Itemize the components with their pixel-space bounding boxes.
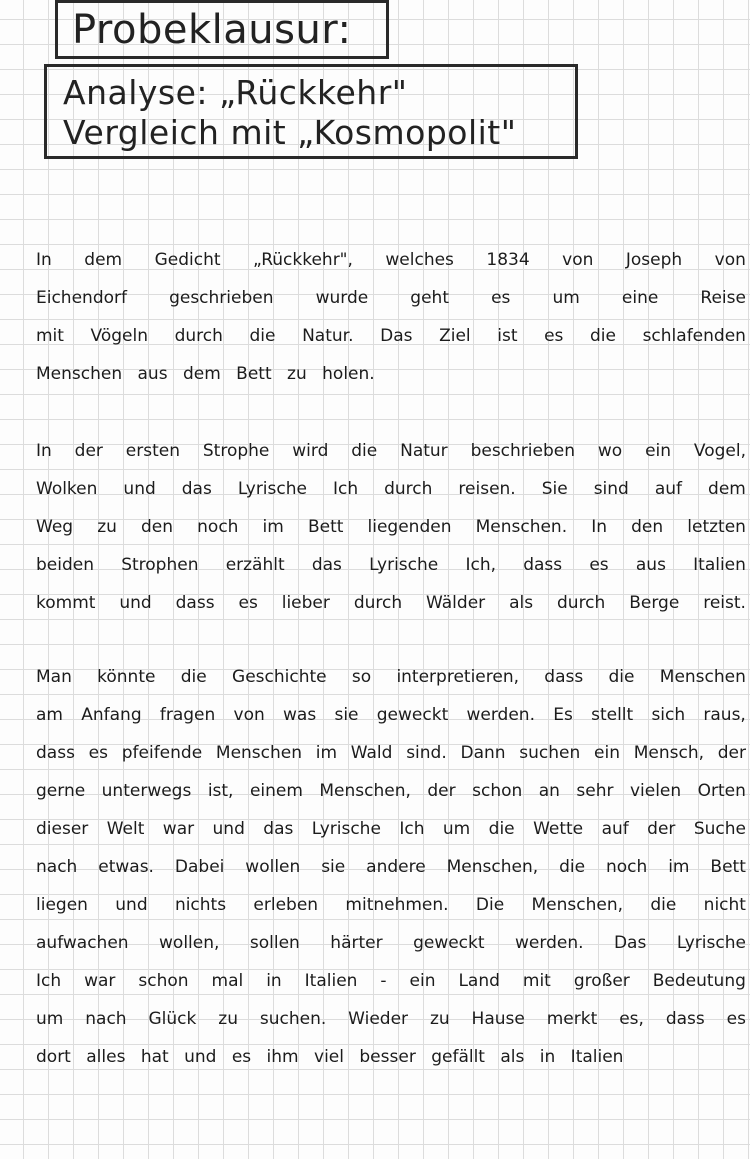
paragraph-intro — [36, 241, 746, 393]
text-line: nach etwas. Dabei wollen sie andere Menschen, die noch im Bett — [36, 857, 746, 877]
text-line: dieser Welt war und das Lyrische Ich um die Wette auf der Suche — [36, 819, 746, 839]
paragraph-summary — [36, 432, 746, 622]
text-line: aufwachen wollen, sollen härter geweckt werden. Das Lyrische — [36, 933, 746, 953]
text-line: Ich war schon mal in Italien - ein Land mit großer Bedeutung — [36, 971, 746, 991]
text-line: Wolken und das Lyrische Ich durch reisen. Sie sind auf dem — [36, 479, 746, 499]
subtitle-box — [44, 64, 578, 159]
text-line: am Anfang fragen von was sie geweckt werden. Es stellt sich raus, — [36, 705, 746, 725]
page-title: Probeklausur: — [72, 7, 352, 53]
text-line: dort alles hat und es ihm viel besser gefällt als in Italien — [36, 1047, 624, 1067]
text-line: gerne unterwegs ist, einem Menschen, der schon an sehr vielen Orten — [36, 781, 746, 801]
text-line: mit Vögeln durch die Natur. Das Ziel ist es die schlafenden — [36, 326, 746, 346]
title-box — [55, 0, 389, 59]
text-line: In dem Gedicht „Rückkehr", welches 1834 von Joseph von — [36, 250, 746, 270]
text-line: Man könnte die Geschichte so interpretieren, dass die Menschen — [36, 667, 746, 687]
text-line: dass es pfeifende Menschen im Wald sind. Dann suchen ein Mensch, der — [36, 743, 746, 763]
text-line: Weg zu den noch im Bett liegenden Menschen. In den letzten — [36, 517, 746, 537]
text-line: kommt und dass es lieber durch Wälder als durch Berge reist. — [36, 593, 746, 613]
text-line: Eichendorf geschrieben wurde geht es um eine Reise — [36, 288, 746, 308]
text-line: liegen und nichts erleben mitnehmen. Die Menschen, die nicht — [36, 895, 746, 915]
text-line: In der ersten Strophe wird die Natur beschrieben wo ein Vogel, — [36, 441, 746, 461]
text-line: beiden Strophen erzählt das Lyrische Ich, dass es aus Italien — [36, 555, 746, 575]
text-line: um nach Glück zu suchen. Wieder zu Hause merkt es, dass es — [36, 1009, 746, 1029]
subtitle-line-2: Vergleich mit „Kosmopolit" — [63, 113, 517, 152]
text-line: Menschen aus dem Bett zu holen. — [36, 364, 375, 384]
paragraph-interpretation — [36, 658, 746, 1076]
subtitle-line-1: Analyse: „Rückkehr" — [63, 73, 408, 112]
